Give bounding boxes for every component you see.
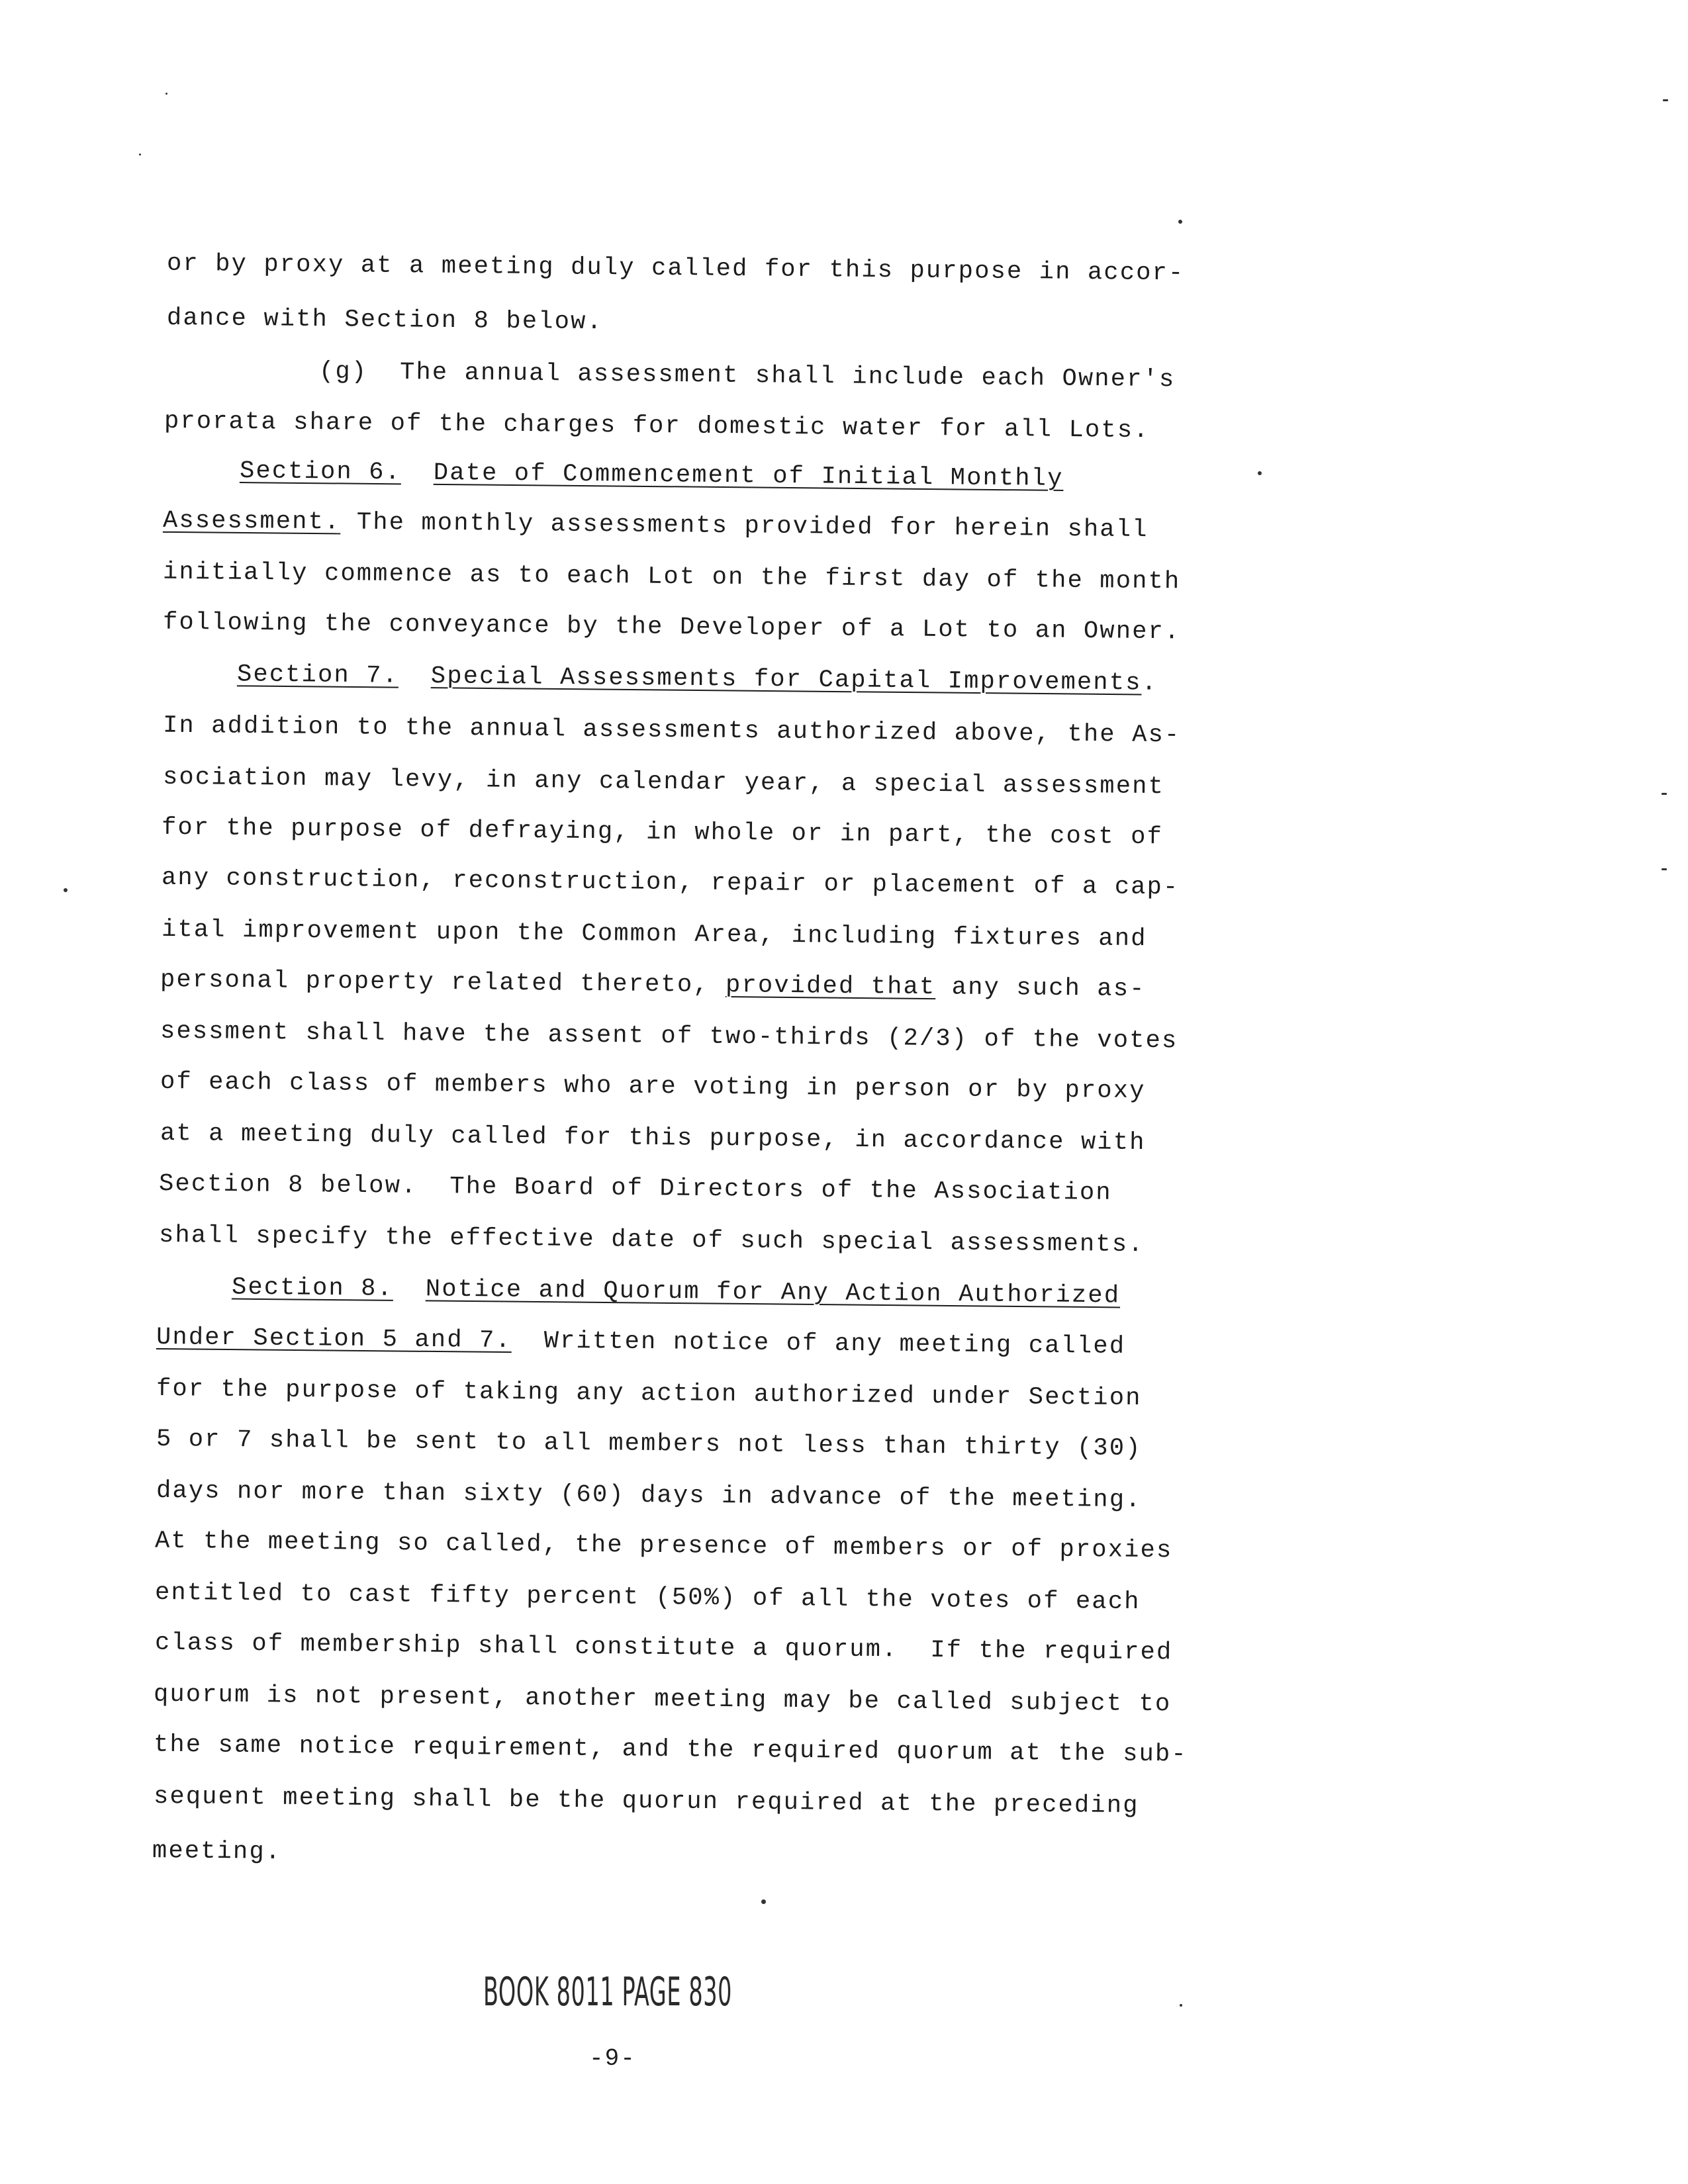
section-6-title: Date of Commencement of Initial Monthly <box>433 459 1064 493</box>
text-line: (g) The annual assessment shall include each Owner's <box>318 357 1176 394</box>
section-7-title-line: Section 7. Special Assessments for Capital Improvements. <box>236 660 1158 698</box>
text-line: In addition to the annual assessments authorized above, the As- <box>162 711 1181 750</box>
recording-stamp: BOOK 8011 PAGE 830 <box>483 1969 733 2015</box>
text-line: 5 or 7 shall be sent to all members not less than thirty (30) <box>156 1425 1142 1463</box>
section-8-title-cont: Under Section 5 and 7. <box>156 1323 512 1355</box>
scan-speck <box>1180 2004 1182 2007</box>
text-line: Section 8 below. The Board of Directors of the Association <box>158 1170 1112 1207</box>
section-7-heading: Section 7. <box>236 660 399 690</box>
text-line: sociation may levy, in any calendar year, a special assessment <box>162 763 1165 801</box>
section-8-line: Under Section 5 and 7. Written notice of any meeting called <box>156 1323 1126 1361</box>
text-line: meeting. <box>152 1837 282 1866</box>
text-line: or by proxy at a meeting duly called for this purpose in accor- <box>166 250 1185 288</box>
scan-speck <box>1663 99 1668 101</box>
section-7-title: Special Assessments for Capital Improvements <box>430 662 1142 698</box>
text-line: ital improvement upon the Common Area, including fixtures and <box>161 915 1147 954</box>
text-line: prorata share of the charges for domestic water for all Lots. <box>164 407 1150 445</box>
text-line: class of membership shall constitute a quorum. If the required <box>154 1629 1173 1667</box>
page-number: -9- <box>589 2045 636 2072</box>
text-line: dance with Section 8 below. <box>166 304 604 337</box>
scan-speck <box>165 93 167 95</box>
scan-speck <box>64 888 68 892</box>
text-line: sessment shall have the assent of two-thirds (2/3) of the votes <box>160 1017 1178 1056</box>
text-line: the same notice requirement, and the required quorum at the sub- <box>153 1731 1188 1769</box>
text-line: quorum is not present, another meeting may be called subject to <box>153 1680 1172 1719</box>
text-line: for the purpose of taking any action authorized under Section <box>156 1375 1142 1413</box>
section-8-heading: Section 8. <box>231 1273 394 1303</box>
text-line: days nor more than sixty (60) days in advance of the meeting. <box>156 1477 1142 1515</box>
scan-speck <box>1662 793 1667 795</box>
text-line: initially commence as to each Lot on the first day of the month <box>162 558 1181 596</box>
section-6-heading: Section 6. <box>239 457 402 487</box>
text-line: At the meeting so called, the presence of members or of proxies <box>154 1527 1173 1565</box>
section-6-title-cont: Assessment. <box>162 506 341 537</box>
text-line: of each class of members who are voting in person or by proxy <box>160 1068 1146 1106</box>
text-line: following the conveyance by the Developer of a Lot to an Owner. <box>162 608 1181 647</box>
section-6-line: Assessment. The monthly assessments provided for herein shall <box>162 506 1149 545</box>
text-line: at a meeting duly called for this purpose, in accordance with <box>160 1119 1146 1158</box>
text-line: shall specify the effective date of such special assessments. <box>158 1221 1145 1259</box>
scan-speck <box>139 154 141 156</box>
scan-speck <box>1258 471 1262 475</box>
provided-that-emphasis: provided that <box>725 972 936 1002</box>
scan-speck <box>1662 868 1667 870</box>
section-8-title-line <box>232 1273 1121 1311</box>
text-line: for the purpose of defraying, in whole or in part, the cost of <box>161 813 1164 852</box>
text-line: any construction, reconstruction, repair or placement of a cap- <box>161 864 1180 902</box>
text-line: personal property related thereto, provided that any such as- <box>160 966 1146 1004</box>
text-line: sequent meeting shall be the quorun required at the preceding <box>153 1782 1139 1821</box>
text-line: entitled to cast fifty percent (50%) of all the votes of each <box>154 1578 1141 1617</box>
scan-speck <box>1178 220 1182 224</box>
scan-speck <box>761 1899 766 1904</box>
section-6-title-line <box>240 457 1064 494</box>
section-8-title: Notice and Quorum for Any Action Authorized <box>425 1275 1121 1310</box>
